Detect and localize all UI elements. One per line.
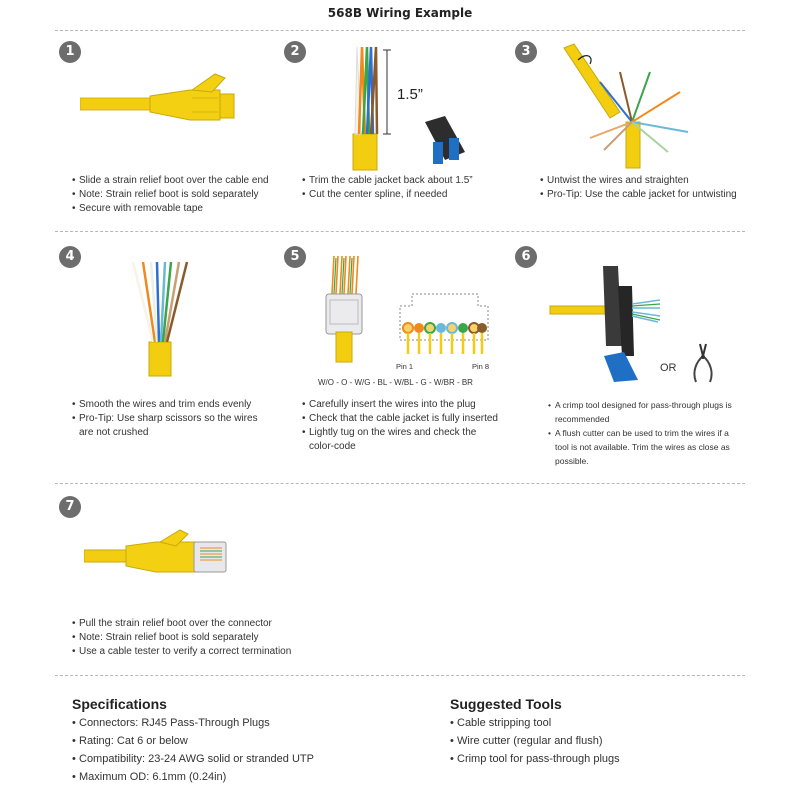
flush-cutter-icon — [690, 342, 716, 384]
instruction-item: • Lightly tug on the wires and check the — [302, 426, 498, 440]
measurement-label: 1.5” — [397, 86, 423, 103]
instruction-continuation: are not crushed — [79, 427, 149, 438]
instruction-item: • Note: Strain relief boot is sold separately — [72, 188, 269, 202]
untwist-wires-illustration — [560, 42, 700, 170]
instruction-item: • A crimp tool designed for pass-through plugs is — [548, 398, 732, 412]
plug-insertion-illustration — [318, 254, 370, 366]
instruction-item — [548, 454, 732, 468]
suggested-tools-list — [450, 714, 620, 768]
divider — [55, 231, 745, 232]
step-7-badge: 7 — [59, 496, 81, 518]
divider — [55, 675, 745, 676]
step-4-instructions — [72, 398, 258, 440]
divider — [55, 30, 745, 31]
instruction-item: • Check that the cable jacket is fully inserted — [302, 412, 498, 426]
pin-1-label: Pin 1 — [396, 362, 414, 371]
instruction-item: • A flush cutter can be used to trim the wires if a — [548, 426, 732, 440]
step-6-instructions — [548, 398, 732, 468]
instruction-item: • Note: Strain relief boot is sold separately — [72, 631, 291, 645]
instruction-item — [548, 412, 732, 426]
instruction-continuation: color-code — [309, 441, 356, 452]
finished-connector-illustration — [84, 528, 234, 584]
step-4-badge: 4 — [59, 246, 81, 268]
instruction-item: • Untwist the wires and straighten — [540, 174, 737, 188]
instruction-item — [548, 440, 732, 454]
page-title: 568B Wiring Example — [327, 6, 473, 20]
specifications-list — [72, 714, 314, 786]
divider — [55, 483, 745, 484]
step-2-badge: 2 — [284, 41, 306, 63]
instruction-item: • Carefully insert the wires into the plug — [302, 398, 498, 412]
specifications-title: Specifications — [72, 696, 167, 712]
instruction-item: • Pro-Tip: Use the cable jacket for untwisting — [540, 188, 737, 202]
instruction-continuation: possible. — [555, 456, 589, 466]
instruction-item — [72, 426, 258, 440]
step-2-instructions — [302, 174, 473, 202]
step-5-instructions — [302, 398, 498, 454]
tool-item: • Crimp tool for pass-through plugs — [450, 750, 620, 768]
instruction-item: • Trim the cable jacket back about 1.5” — [302, 174, 473, 188]
step-7-instructions — [72, 617, 291, 659]
instruction-item: • Smooth the wires and trim ends evenly — [72, 398, 258, 412]
stripped-cable-illustration — [345, 42, 475, 172]
tool-item: • Cable stripping tool — [450, 714, 620, 732]
instruction-item: • Secure with removable tape — [72, 202, 269, 216]
wire-color-code: W/O - O - W/G - BL - W/BL - G - W/BR - BR — [318, 378, 473, 387]
crimp-tool-illustration — [548, 256, 668, 382]
instruction-item — [302, 440, 498, 454]
tool-item: • Wire cutter (regular and flush) — [450, 732, 620, 750]
pin-8-label: Pin 8 — [472, 362, 490, 371]
instruction-continuation: recommended — [555, 414, 610, 424]
trimmed-wires-illustration — [125, 258, 195, 378]
suggested-tools-title: Suggested Tools — [450, 696, 562, 712]
step-6-badge: 6 — [515, 246, 537, 268]
cable-boot-illustration — [80, 68, 260, 128]
pin-diagram — [394, 292, 496, 358]
instruction-item: • Pro-Tip: Use sharp scissors so the wires — [72, 412, 258, 426]
spec-item: • Maximum OD: 6.1mm (0.24in) — [72, 768, 314, 786]
step-3-badge: 3 — [515, 41, 537, 63]
spec-item: • Connectors: RJ45 Pass-Through Plugs — [72, 714, 314, 732]
instruction-item: • Pull the strain relief boot over the connector — [72, 617, 291, 631]
step-1-badge: 1 — [59, 41, 81, 63]
step-5-badge: 5 — [284, 246, 306, 268]
step-3-instructions — [540, 174, 737, 202]
step-1-instructions — [72, 174, 269, 216]
or-label: OR — [660, 362, 677, 374]
instruction-continuation: tool is not available. Trim the wires as close as — [555, 442, 730, 452]
spec-item: • Rating: Cat 6 or below — [72, 732, 314, 750]
instruction-item: • Cut the center spline, if needed — [302, 188, 473, 202]
instruction-item: • Slide a strain relief boot over the cable end — [72, 174, 269, 188]
instruction-item: • Use a cable tester to verify a correct termination — [72, 645, 291, 659]
spec-item: • Compatibility: 23-24 AWG solid or stranded UTP — [72, 750, 314, 768]
